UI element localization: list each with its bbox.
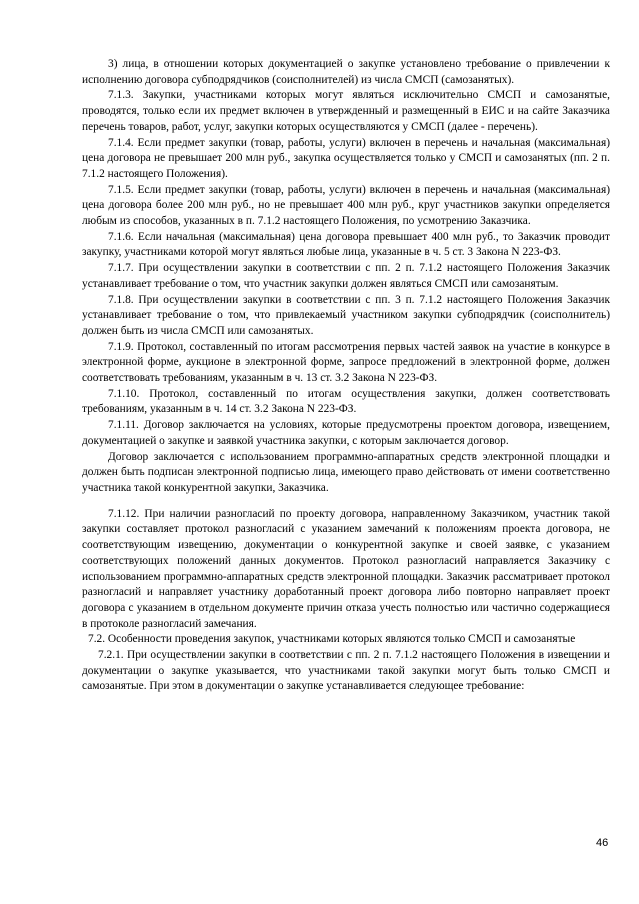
paragraph-7-1-11: 7.1.11. Договор заключается на условиях, которые предусмотрены проектом договора, извещением, документацией о закупке и заявкой участника закупки, с которым заключается договор. (82, 419, 610, 447)
paragraph-7-1-7: 7.1.7. При осуществлении закупки в соответствии с пп. 2 п. 7.1.2 настоящего Положения Заказчик устанавливает требование о том, что участник закупки должен являться СМСП или самозанятым. (82, 262, 610, 290)
paragraph-contract-signing: Договор заключается с использованием программно-аппаратных средств электронной площадки и должен быть подписан электронной подписью лица, имеющего право действовать от имени соответственно участника такой конкурентной закупки, Заказчика. (82, 450, 610, 494)
paragraph-7-1-10: 7.1.10. Протокол, составленный по итогам осуществления закупки, должен соответствовать требованиям, указанным в ч. 14 ст. 3.2 Закона N 223-ФЗ. (82, 387, 610, 416)
paragraph-7-1-12: 7.1.12. При наличии разногласий по проекту договора, направленному Заказчиком, участник такой закупки составляет протокол разногласий с указанием замечаний к положениям проекта договора, не соответствующим извещению, документации о конкурентной закупке и своей заявке, с указанием соответствующих положений данных документов. Протокол разногласий направляется Заказчику с использованием программно-аппаратных средств электронной площадки. Заказчик рассматривает протокол разногласий и направляет участнику доработанный проект договора либо повторно направляет проект договора с указанием в отдельном документе причин отказа учесть полностью или частично содержащиеся в протоколе разногласий замечания. (82, 507, 610, 630)
document-page (82, 57, 610, 695)
section-heading-7-2: 7.2. Особенности проведения закупок, участниками которых являются только СМСП и самозанятые (88, 633, 576, 646)
page-number: 46 (596, 837, 609, 849)
paragraph-7-1-6: 7.1.6. Если начальная (максимальная) цена договора превышает 400 млн руб., то Заказчик проводит закупку, участниками которой могут являться любые лица, указанные в ч. 5 ст. 3 Закона N 223-ФЗ. (82, 230, 610, 259)
paragraph-7-1-4: 7.1.4. Если предмет закупки (товар, работы, услуги) включен в перечень и начальная (максимальная) цена договора не превышает 200 млн руб., закупка осуществляется только у СМСП и самозанятых (пп. 2 п. 7.1.2 настоящего Положения). (82, 136, 610, 180)
paragraph-7-1-9: 7.1.9. Протокол, составленный по итогам рассмотрения первых частей заявок на участие в конкурсе в электронной форме, аукционе в электронной форме, запросе предложений в электронной форме, должен соответствовать требованиям, указанным в ч. 13 ст. 3.2 Закона N 223-ФЗ. (82, 340, 610, 385)
paragraph-item-3: 3) лица, в отношении которых документацией о закупке установлено требование о привлечении к исполнению договора субподрядчиков (соисполнителей) из числа СМСП (самозанятых). (82, 58, 610, 86)
paragraph-7-1-3: 7.1.3. Закупки, участниками которых могут являться исключительно СМСП и самозанятые, проводятся, только если их предмет включен в утвержденный и размещенный в ЕИС и на сайте Заказчика перечень товаров, работ, услуг, закупки которых осуществляются у СМСП (далее - перечень). (82, 89, 610, 133)
paragraph-7-2-1: 7.2.1. При осуществлении закупки в соответствии с пп. 2 п. 7.1.2 настоящего Положения в извещении и документации о закупке указывается, что участниками такой закупки могут быть только СМСП и самозанятые. При этом в документации о закупке устанавливается следующее требование: (82, 649, 610, 693)
paragraph-7-1-8: 7.1.8. При осуществлении закупки в соответствии с пп. 3 п. 7.1.2 настоящего Положения Заказчик устанавливает требование о том, что привлекаемый участником закупки субподрядчик (соисполнитель) должен быть из числа СМСП или самозанятых. (82, 293, 610, 337)
paragraph-7-1-5: 7.1.5. Если предмет закупки (товар, работы, услуги) включен в перечень и начальная (максимальная) цена договора более 200 млн руб., но не превышает 400 млн руб., круг участников закупки определяется любым из способов, указанных в п. 7.1.2 настоящего Положения, по усмотрению Заказчика. (82, 183, 610, 228)
